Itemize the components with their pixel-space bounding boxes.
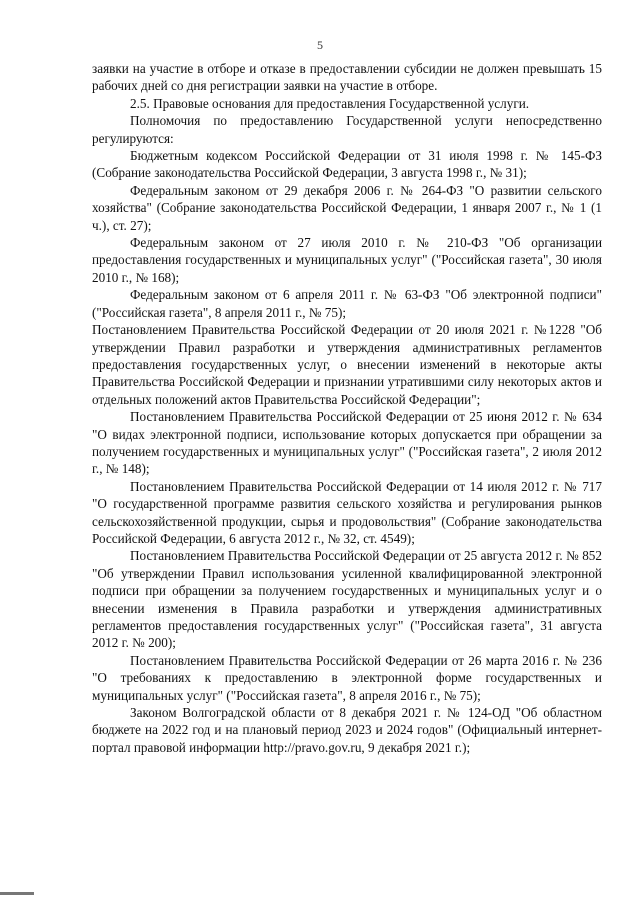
law-item-210-fz: Федеральным законом от 27 июля 2010 г. № 210-ФЗ "Об организации предоставления государственных и муниципальных услуг" ("Российская газета", 30 июля 2010 г., № 168); — [92, 235, 602, 285]
scan-edge-mark — [0, 892, 34, 895]
law-item-decree-1228: Постановлением Правительства Российской Федерации от 20 июля 2021 г. №1228 "Об утверждении Правил разработки и утверждения административных регламентов предоставления государственных услуг, о внесении изменений в некоторые акты Правительства Российской Федерации и признании утратившими силу некоторых актов и отдельных положений актов Правительства Российской Федерации"; — [92, 322, 602, 407]
law-item-63-fz: Федеральным законом от 6 апреля 2011 г. № 63-ФЗ "Об электронной подписи" ("Российская газета", 8 апреля 2011 г., № 75); — [92, 287, 602, 320]
law-item-budget-code: Бюджетным кодексом Российской Федерации от 31 июля 1998 г. № 145-ФЗ (Собрание законодательства Российской Федерации, 3 августа 1998 г., № 31); — [92, 148, 602, 181]
law-item-decree-717: Постановлением Правительства Российской Федерации от 14 июля 2012 г. № 717 "О государственной программе развития сельского хозяйства и регулирования рынков сельскохозяйственной продукции, сырья и продовольствия" (Собрание законодательства Российской Федерации, 6 августа 2012 г., № 32, ст. 4549); — [92, 478, 602, 546]
section-heading-2-5: 2.5. Правовые основания для предоставления Государственной услуги. — [130, 95, 530, 111]
law-item-decree-634: Постановлением Правительства Российской Федерации от 25 июня 2012 г. № 634 "О видах электронной подписи, использование которых допускается при обращении за получением государственных и муниципальных услуг" ("Российская газета", 2 июля 2012 г., № 148); — [92, 409, 602, 477]
document-body — [92, 60, 602, 756]
law-item-264-fz: Федеральным законом от 29 декабря 2006 г. № 264-ФЗ "О развитии сельского хозяйства" (Собрание законодательства Российской Федерации, 1 января 2007 г., № 1 (1 ч.), ст. 27); — [92, 182, 602, 233]
law-item-decree-236: Постановлением Правительства Российской Федерации от 26 марта 2016 г. № 236 "О требованиях к предоставлению в электронной форме государственных и муниципальных услуг" ("Российская газета", 8 апреля 2016 г., № 75); — [92, 652, 602, 703]
paragraph-continuation: заявки на участие в отборе и отказе в предоставлении субсидии не должен превышать 15 рабочих дней со дня регистрации заявки на участие в отборе. — [92, 61, 602, 94]
law-item-decree-852: Постановлением Правительства Российской Федерации от 25 августа 2012 г. № 852 "Об утверждении Правил использования усиленной квалифицированной электронной подписи при обращении за получением государственных и муниципальных услуг и о внесении изменения в Правила разработки и утверждения административных регламентов предоставления государственных услуг" ("Российская газета", 31 августа 2012 г. № 200); — [92, 548, 602, 651]
paragraph-powers-intro: Полномочия по предоставлению Государственной услуги непосредственно регулируются: — [92, 113, 602, 146]
page-number: 5 — [317, 38, 323, 52]
law-item-volgograd-124-od: Законом Волгоградской области от 8 декабря 2021 г. № 124-ОД "Об областном бюджете на 2022 год и на плановый период 2023 и 2024 годов" (Официальный интернет-портал правовой информации http://pravo.gov.ru, 9 декабря 2021 г.); — [92, 705, 602, 755]
